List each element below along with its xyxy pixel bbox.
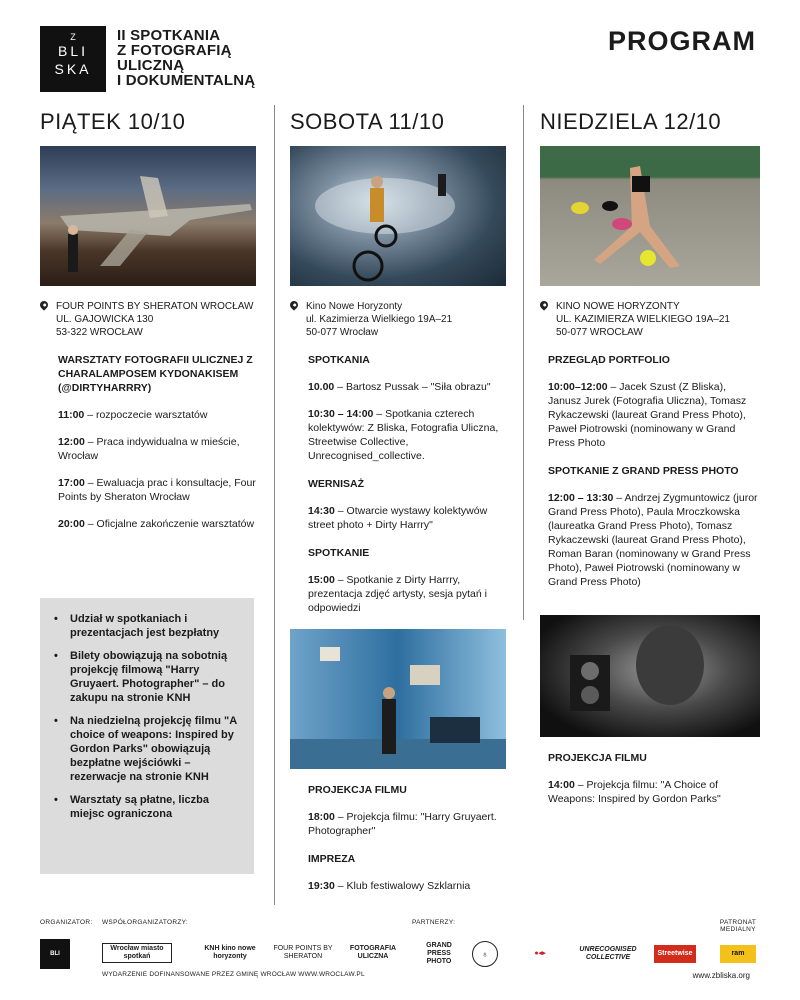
friday-location: [40, 300, 256, 339]
photo-man-camera-drawing: [540, 615, 760, 737]
zbliska-logo: [40, 26, 106, 92]
photo-airplane-drawing: [40, 146, 256, 286]
event-title-line: Z FOTOGRAFIĄ: [117, 42, 232, 59]
day-heading-saturday: SOBOTA 11/10: [290, 109, 445, 134]
day-heading-sunday: NIEDZIELA 12/10: [540, 109, 722, 134]
schedule-text: – Jacek Szust (Z Bliska), Janusz Jurek (Fotografia Uliczna), Tomasz Rykaczewski (laureat Grand Press Photo), Paweł Piotrowski (nominowany w Grand Press Photo: [548, 381, 747, 449]
photo-man-with-camera: [540, 615, 760, 737]
sunday-evening: [540, 751, 760, 806]
info-box: [40, 598, 254, 874]
section-head: SPOTKANIE Z GRAND PRESS PHOTO: [548, 465, 739, 477]
info-item: • Bilety obowiązują na sobotnią projekcję filmową "Harry Gruyaert. Photographer" – do zakupu na stronie KNH: [52, 649, 242, 705]
sunday-schedule: [540, 353, 760, 589]
sunday-location: [540, 300, 760, 339]
footer: [40, 915, 760, 995]
wroclaw-logo: Wrocław miasto spotkań: [102, 943, 172, 963]
schedule-time: 19:30: [308, 880, 335, 892]
footer-zbliska-logo: [40, 939, 70, 969]
footer-logo-text: BLI: [50, 951, 60, 957]
schedule-item: [58, 435, 256, 463]
schedule-item: [308, 504, 506, 532]
schedule-time: 14:30: [308, 505, 335, 517]
schedule-time: 14:00: [548, 779, 575, 791]
info-item: • Na niedzielną projekcję filmu "A choice of weapons: Inspired by Gordon Parks" obowiązują bezpłatne wejściówki – rezerwacje na stronie KNH: [52, 714, 242, 784]
schedule-time: 20:00: [58, 518, 85, 530]
section-head: PRZEGLĄD PORTFOLIO: [548, 354, 670, 366]
schedule-time: 10.00: [308, 381, 335, 393]
section-head: PROJEKCJA FILMU: [548, 752, 647, 764]
media-label: PATRONAT MEDIALNY: [719, 919, 757, 933]
location-line: KINO NOWE HORYZONTY: [556, 301, 680, 312]
photo-blue-room-drawing: [290, 629, 506, 769]
schedule-time: 15:00: [308, 574, 335, 586]
schedule-time: 12:00: [58, 436, 85, 448]
schedule-time: 10:00–12:00: [548, 381, 608, 393]
schedule-text: – Bartosz Pussak – "Siła obrazu": [334, 381, 491, 393]
fotografia-uliczna-logo: FOTOGRAFIA ULICZNA: [349, 945, 397, 960]
schedule-time: 18:00: [308, 811, 335, 823]
event-title: [117, 28, 255, 88]
location-line: 53-322 WROCŁAW: [56, 327, 143, 338]
photo-sunbather-drawing: [540, 146, 760, 286]
event-title-line: II SPOTKANIA: [117, 27, 221, 44]
streetwise-logo: Streetwise: [654, 945, 696, 963]
schedule-item: [548, 380, 760, 450]
schedule-item: [308, 810, 506, 838]
section-head: PROJEKCJA FILMU: [308, 784, 407, 796]
info-item: • Udział w spotkaniach i prezentacjach jest bezpłatny: [52, 612, 242, 640]
partner-badge-icon: ♁: [472, 941, 498, 967]
coorganizers-label: WSPÓŁORGANIZATORZY:: [102, 919, 188, 926]
logo-ska: SKA: [54, 61, 92, 77]
saturday-evening: [290, 783, 506, 893]
logo-z: Z: [70, 32, 76, 42]
info-list: [52, 612, 242, 821]
event-title-line: ULICZNĄ: [117, 57, 185, 74]
schedule-time: 10:30 – 14:00: [308, 408, 374, 420]
photo-blue-room: [290, 629, 506, 769]
location-line: FOUR POINTS BY SHERATON WROCŁAW: [56, 301, 254, 312]
schedule-item: [548, 491, 760, 589]
partner-logo-red-icon: ●◂▸: [534, 950, 546, 957]
column-divider: [523, 105, 524, 620]
saturday-schedule: [290, 353, 506, 615]
photo-airplane: [40, 146, 256, 286]
schedule-time: 12:00 – 13:30: [548, 492, 614, 504]
location-line: 50-077 Wrocław: [306, 327, 379, 338]
program-heading: PROGRAM: [608, 26, 756, 56]
section-head: SPOTKANIE: [308, 547, 370, 559]
section-head: WERNISAŻ: [308, 478, 364, 490]
knh-logo: KNH kino nowe horyzonty: [204, 945, 256, 960]
location-line: 50-077 WROCŁAW: [556, 327, 643, 338]
schedule-text: – Praca indywidualna w mieście, Wrocław: [58, 436, 240, 462]
schedule-text: – Andrzej Zygmuntowicz (juror Grand Press Photo), Paula Mroczkowska (laureatka Grand Press Photo), Tomasz Rykaczewski (laureat Grand Press Photo), Roman Baran (nominowany w Grand Press Photo), Paweł Piotrowski (nominowany w Grand Press Photo): [548, 492, 758, 588]
location-line: UL. KAZIMIERZA WIELKIEGO 19A–21: [556, 314, 730, 325]
schedule-text: – Spotkanie z Dirty Harrry, prezentacja zdjęć artysty, sesja pytań i odpowiedzi: [308, 574, 487, 614]
schedule-item: [308, 879, 506, 893]
info-item: • Warsztaty są płatne, liczba miejsc ograniczona: [52, 793, 242, 821]
fourpoints-logo: FOUR POINTS BY SHERATON: [273, 945, 333, 960]
location-line: ul. Kazimierza Wielkiego 19A–21: [306, 314, 453, 325]
location-pin-icon: [538, 299, 549, 310]
friday-schedule: [40, 353, 256, 531]
schedule-text: – Ewaluacja prac i konsultacje, Four Points by Sheraton Wrocław: [58, 477, 256, 503]
photo-cyclist: [290, 146, 506, 286]
schedule-item: [58, 476, 256, 504]
schedule-time: 11:00: [58, 409, 85, 421]
logo-bli: BLI: [57, 43, 88, 59]
schedule-item: [308, 573, 506, 615]
schedule-item: [548, 778, 760, 806]
column-divider: [274, 105, 275, 905]
partners-label: PARTNERZY:: [412, 919, 456, 926]
location-pin-icon: [38, 299, 49, 310]
organizer-label: ORGANIZATOR:: [40, 919, 93, 926]
section-head: IMPREZA: [308, 853, 356, 865]
schedule-text: – Klub festiwalowy Szklarnia: [334, 880, 471, 892]
schedule-text: – Oficjalne zakończenie warsztatów: [84, 518, 255, 530]
friday-column: [40, 100, 256, 531]
workshop-title: WARSZTATY FOTOGRAFII ULICZNEJ Z CHARALAMPOSEM KYDONAKISEM (@DIRTYHARRRY): [58, 354, 253, 394]
website-link[interactable]: www.zbliska.org: [692, 971, 750, 980]
photo-sunbather: [540, 146, 760, 286]
schedule-text: – Spotkania czterech kolektywów: Z Bliska, Fotografia Uliczna, Streetwise Collective, Unrecognised_collective.: [308, 408, 499, 462]
unrecognised-logo: UNRECOGNISED COLLECTIVE: [579, 946, 637, 961]
sunday-column: [540, 100, 760, 806]
schedule-item: [308, 380, 506, 394]
ram-logo: ram: [720, 945, 756, 963]
schedule-item: [58, 517, 256, 531]
location-line: UL. GAJOWICKA 130: [56, 314, 154, 325]
schedule-text: – Otwarcie wystawy kolektywów street photo + Dirty Harrry": [308, 505, 488, 531]
schedule-item: [308, 407, 506, 463]
section-head: SPOTKANIA: [308, 354, 370, 366]
grand-press-photo-logo: GRAND PRESS PHOTO: [426, 942, 452, 965]
saturday-column: [290, 100, 506, 893]
schedule-text: – Projekcja filmu: "Harry Gruyaert. Photographer": [308, 811, 497, 837]
saturday-location: [290, 300, 506, 339]
schedule-text: – Projekcja filmu: "A Choice of Weapons: Inspired by Gordon Parks": [548, 779, 721, 805]
schedule-text: – rozpoczecie warsztatów: [84, 409, 208, 421]
location-line: Kino Nowe Horyzonty: [306, 301, 403, 312]
schedule-time: 17:00: [58, 477, 85, 489]
event-title-line: I DOKUMENTALNĄ: [117, 72, 256, 89]
schedule-item: [58, 408, 256, 422]
day-heading-friday: PIĄTEK 10/10: [40, 109, 186, 134]
location-pin-icon: [288, 299, 299, 310]
photo-cyclist-drawing: [290, 146, 506, 286]
funding-note: WYDARZENIE DOFINANSOWANE PRZEZ GMINĘ WROCŁAW WWW.WROCLAW.PL: [102, 971, 365, 978]
